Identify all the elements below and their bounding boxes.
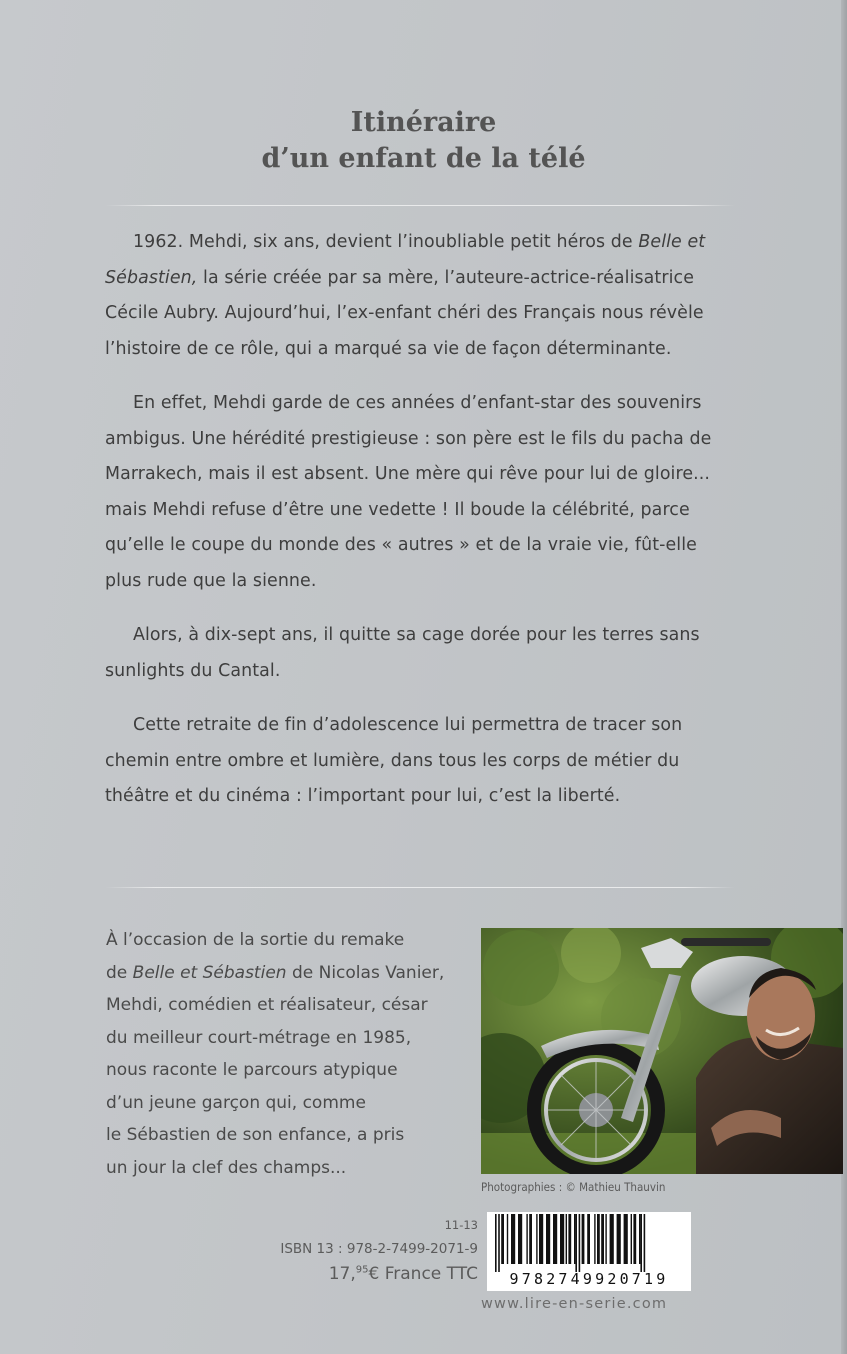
p1-line-3: Cécile Aubry. Aujourd’hui, l’ex-enfant chéri des Français nous révèle	[105, 303, 704, 323]
blurb-line-7: le Sébastien de son enfance, a pris	[106, 1125, 405, 1145]
p2-line-5: qu’elle le coupe du monde des « autres » et de la vraie vie, fût-elle	[105, 535, 697, 555]
p1-italic-title-a: Belle et	[638, 232, 706, 252]
blurb-line-2c: de Nicolas Vanier,	[286, 962, 445, 983]
p2-line-2: ambigus. Une hérédité prestigieuse : son père est le fils du pacha de	[105, 428, 712, 449]
p1-line-1a: 1962. Mehdi, six ans, devient l’inoubliable petit héros de	[133, 232, 639, 252]
p4-line-2: chemin entre ombre et lumière, dans tous les corps de métier du	[105, 750, 680, 771]
blurb-line-4: du meilleur court-métrage en 1985,	[106, 1027, 412, 1048]
blurb-line-8: un jour la clef des champs...	[106, 1157, 347, 1178]
bottom-divider	[105, 887, 735, 888]
title-line-1: Itinéraire	[350, 107, 497, 138]
barcode-digits: 9782749920719	[509, 1270, 669, 1288]
p1-line-2b: la série créée par sa mère, l’auteure-actrice-réalisatrice	[197, 267, 694, 288]
blurb-line-6: d’un jeune garçon qui, comme	[106, 1092, 366, 1113]
paragraph-2	[105, 386, 735, 599]
price-main: 17,	[328, 1264, 356, 1284]
blurb-italic-title: Belle et Sébastien	[132, 962, 287, 983]
p2-line-6: plus rude que la sienne.	[105, 570, 317, 591]
paragraph-4	[105, 708, 735, 815]
print-code: 11-13	[444, 1218, 478, 1232]
photo-credit: Photographies : © Mathieu Thauvin	[481, 1180, 666, 1194]
author-photo	[481, 928, 843, 1174]
blurb-line-5: nous raconte le parcours atypique	[106, 1060, 398, 1080]
price	[270, 1264, 478, 1284]
p2-line-3: Marrakech, mais il est absent. Une mère qui rêve pour lui de gloire...	[105, 464, 711, 484]
blurb	[106, 924, 486, 1184]
p1-italic-title-b: Sébastien,	[105, 267, 198, 288]
p2-line-4: mais Mehdi refuse d’être une vedette ! Il boude la célébrité, parce	[105, 499, 690, 520]
p3-line-1: Alors, à dix-sept ans, il quitte sa cage dorée pour les terres sans	[133, 625, 700, 645]
blurb-line-1: À l’occasion de la sortie du remake	[106, 930, 405, 950]
paragraph-1	[105, 225, 735, 367]
top-divider	[105, 205, 735, 206]
p4-line-3: théâtre et du cinéma : l’important pour lui, c’est la liberté.	[105, 786, 621, 806]
website-url: www.lire-en-serie.com	[481, 1296, 668, 1312]
barcode-bars	[487, 1212, 691, 1272]
p3-line-2: sunlights du Cantal.	[105, 660, 281, 681]
paragraph-3	[105, 618, 735, 689]
synopsis	[105, 225, 735, 834]
p2-line-1: En effet, Mehdi garde de ces années d’enfant-star des souvenirs	[133, 393, 702, 413]
price-cents: 95	[355, 1264, 369, 1276]
blurb-line-2a: de	[106, 962, 133, 983]
isbn: ISBN 13 : 978-2-7499-2071-9	[280, 1241, 478, 1257]
blurb-line-3: Mehdi, comédien et réalisateur, césar	[106, 995, 428, 1015]
p1-line-4: l’histoire de ce rôle, qui a marqué sa vie de façon déterminante.	[105, 338, 672, 359]
price-currency: € France TTC	[368, 1264, 478, 1284]
p4-line-1: Cette retraite de fin d’adolescence lui permettra de tracer son	[133, 715, 683, 735]
title-line-2: d’un enfant de la télé	[261, 143, 586, 174]
author-photo-illustration	[481, 928, 843, 1174]
